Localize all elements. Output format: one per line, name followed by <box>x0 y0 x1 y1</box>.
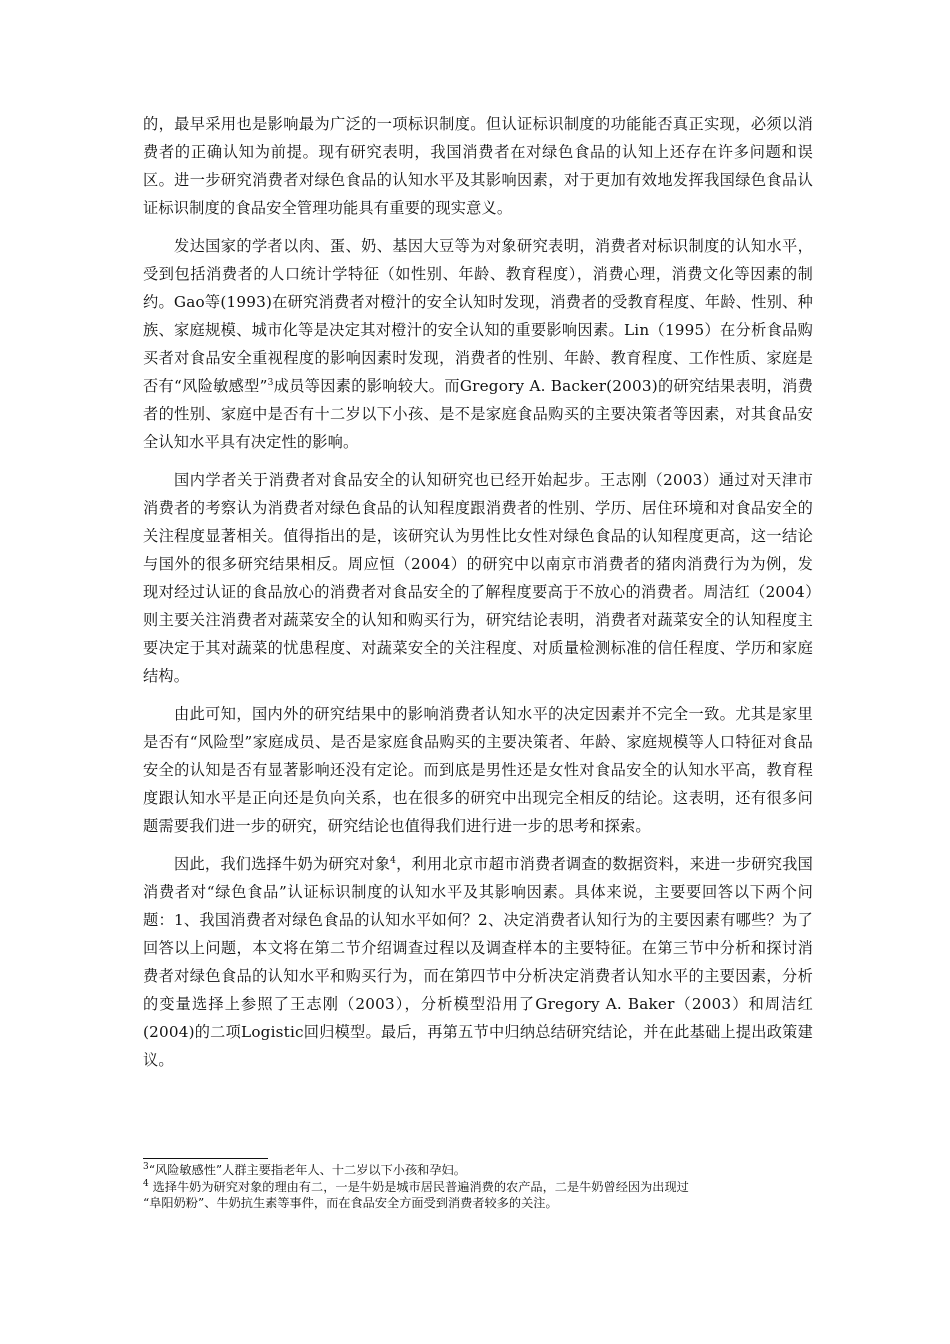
footnote-text: “风险敏感性”人群主要指老年人、十二岁以下小孩和孕妇。 <box>148 1163 466 1177</box>
footnote-text-continued: “阜阳奶粉”、牛奶抗生素等事件，而在食品安全方面受到消费者较多的关注。 <box>143 1196 558 1210</box>
footnote-mark: 4 <box>143 1178 149 1189</box>
footnote-ref[interactable]: 4 <box>390 855 397 866</box>
footnote-rule <box>143 1158 268 1159</box>
paragraph <box>143 110 813 222</box>
paragraph <box>143 850 813 1074</box>
paragraph-text: ，利用北京市超市消费者调查的数据资料，来进一步研究我国消费者对“绿色食品”认证标识制度的认知水平及其影响因素。具体来说，主要要回答以下两个问题：1、我国消费者对绿色食品的认知水平如何？2、决定消费者认知行为的主要因素有哪些？为了回答以上问题，本文将在第二节介绍调查过程以及调查样本的主要特征。在第三节中分析和探讨消费者对绿色食品的认知水平和购买行为，而在第四节中分析决定消费者认知水平的主要因素，分析的变量选择上参照了王志刚（2003），分析模型沿用了Gregory A. Baker（2003）和周洁红(2004)的二项Logistic回归模型。最后，再第五节中归纳总结研究结论，并在此基础上提出政策建议。 <box>143 855 813 1069</box>
footnote-text: 选择牛奶为研究对象的理由有二，一是牛奶是城市居民普遍消费的农产品，二是牛奶曾经因为出现过 <box>148 1179 689 1194</box>
body-text <box>143 110 813 1084</box>
paragraph-text: 发达国家的学者以肉、蛋、奶、基因大豆等为对象研究表明，消费者对标识制度的认知水平，受到包括消费者的人口统计学特征（如性别、年龄、教育程度），消费心理，消费文化等因素的制约。Gao等(1993)在研究消费者对橙汁的安全认知时发现，消费者的受教育程度、年龄、性别、种族、家庭规模、城市化等是决定其对橙汁的安全认知的重要影响因素。Lin（1995）在分析食品购买者对食品安全重视程度的影响因素时发现，消费者的性别、年龄、教育程度、工作性质、家庭是否有“风险敏感型” <box>143 237 813 395</box>
paragraph <box>143 700 813 840</box>
paragraph-text: 国内学者关于消费者对食品安全的认知研究也已经开始起步。王志刚（2003）通过对天津市消费者的考察认为消费者对绿色食品的认知程度跟消费者的性别、学历、居住环境和对食品安全的关注程度显著相关。值得指出的是，该研究认为男性比女性对绿色食品的认知程度更高，这一结论与国外的很多研究结果相反。周应恒（2004）的研究中以南京市消费者的猪肉消费行为为例，发现对经过认证的食品放心的消费者对食品安全的了解程度要高于不放心的消费者。周洁红（2004）则主要关注消费者对蔬菜安全的认知和购买行为，研究结论表明，消费者对蔬菜安全的认知程度主要决定于其对蔬菜的忧患程度、对蔬菜安全的关注程度、对质量检测标准的信任程度、学历和家庭结构。 <box>143 471 813 685</box>
footnotes <box>143 1158 823 1212</box>
paragraph <box>143 466 813 690</box>
paragraph <box>143 232 813 456</box>
footnote <box>143 1179 823 1212</box>
paragraph-text: 因此，我们选择牛奶为研究对象 <box>174 855 391 873</box>
footnote-mark: 3 <box>143 1161 149 1172</box>
paragraph-text: 成员等因素的影响较大。而Gregory A. Backer(2003)的研究结果表明，消费者的性别、家庭中是否有十二岁以下小孩、是不是家庭食品购买的主要决策者等因素，对其食品安全认知水平具有决定性的影响。 <box>143 377 813 451</box>
footnote-ref[interactable]: 3 <box>267 377 274 388</box>
footnote-list <box>143 1162 823 1212</box>
footnote <box>143 1162 823 1179</box>
paragraph-text: 的，最早采用也是影响最为广泛的一项标识制度。但认证标识制度的功能能否真正实现，必须以消费者的正确认知为前提。现有研究表明，我国消费者在对绿色食品的认知上还存在许多问题和误区。进一步研究消费者对绿色食品的认知水平及其影响因素，对于更加有效地发挥我国绿色食品认证标识制度的食品安全管理功能具有重要的现实意义。 <box>143 115 813 217</box>
paragraph-text: 由此可知，国内外的研究结果中的影响消费者认知水平的决定因素并不完全一致。尤其是家里是否有“风险型”家庭成员、是否是家庭食品购买的主要决策者、年龄、家庭规模等人口特征对食品安全的认知是否有显著影响还没有定论。而到底是男性还是女性对食品安全的认知水平高，教育程度跟认知水平是正向还是负向关系，也在很多的研究中出现完全相反的结论。这表明，还有很多问题需要我们进一步的研究，研究结论也值得我们进行进一步的思考和探索。 <box>143 705 813 835</box>
